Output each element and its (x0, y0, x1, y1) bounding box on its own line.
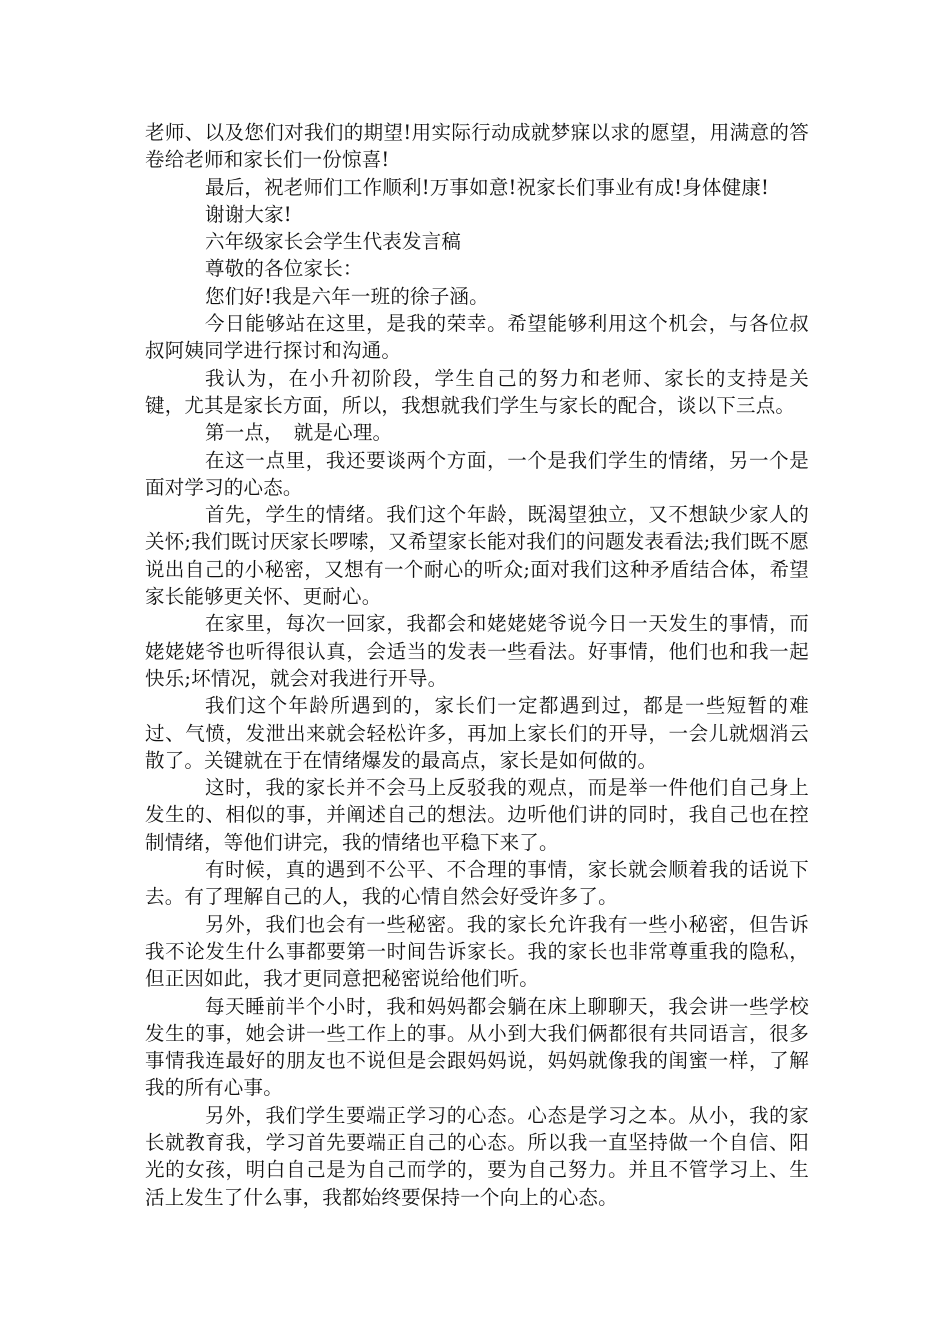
paragraph: 另外，我们也会有一些秘密。我的家长允许我有一些小秘密，但告诉我不论发生什么事都要第一时间告诉家长。我的家长也非常尊重我的隐私，但正因如此，我才更同意把秘密说给他们听。 (145, 912, 809, 991)
paragraph: 最后，祝老师们工作顺利!万事如意!祝家长们事业有成!身体健康! (205, 175, 770, 199)
speech-title: 六年级家长会学生代表发言稿 (205, 230, 462, 254)
paragraph: 老师、以及您们对我们的期望!用实际行动成就梦寐以求的愿望，用满意的答卷给老师和家长们一份惊喜! (145, 121, 809, 172)
document-body (145, 119, 809, 1211)
paragraph: 在家里，每次一回家，我都会和姥姥姥爷说今日一天发生的事情，而姥姥姥爷也听得很认真，会适当的发表一些看法。好事情，他们也和我一起快乐;坏情况，就会对我进行开导。 (145, 612, 809, 690)
paragraph: 首先，学生的情绪。我们这个年龄，既渴望独立，又不想缺少家人的关怀;我们既讨厌家长啰嗦，又希望家长能对我们的问题发表看法;我们既不愿说出自己的小秘密，又想有一个耐心的听众;面对我们这种矛盾结合体，希望家长能够更关怀、更耐心。 (145, 503, 809, 609)
paragraph: 谢谢大家! (205, 202, 292, 226)
paragraph: 第一点， 就是心理。 (205, 421, 393, 445)
paragraph: 您们好!我是六年一班的徐子涵。 (205, 284, 489, 308)
paragraph: 我认为，在小升初阶段，学生自己的努力和老师、家长的支持是关键，尤其是家长方面，所以，我想就我们学生与家长的配合，谈以下三点。 (145, 366, 809, 417)
salutation: 尊敬的各位家长： (205, 257, 363, 281)
paragraph: 我们这个年龄所遇到的，家长们一定都遇到过，都是一些短暂的难过、气愤，发泄出来就会轻松许多，再加上家长们的开导，一会儿就烟消云散了。关键就在于在情绪爆发的最高点，家长是如何做的。 (145, 694, 809, 772)
paragraph: 这时，我的家长并不会马上反驳我的观点，而是举一件他们自己身上发生的、相似的事，并阐述自己的想法。边听他们讲的同时，我自己也在控制情绪，等他们讲完，我的情绪也平稳下来了。 (145, 776, 809, 854)
paragraph: 每天睡前半个小时，我和妈妈都会躺在床上聊聊天，我会讲一些学校发生的事，她会讲一些工作上的事。从小到大我们俩都很有共同语言，很多事情我连最好的朋友也不说但是会跟妈妈说，妈妈就像我的闺蜜一样，了解我的所有心事。 (145, 994, 809, 1100)
paragraph: 在这一点里，我还要谈两个方面，一个是我们学生的情绪，另一个是面对学习的心态。 (145, 448, 809, 499)
paragraph: 另外，我们学生要端正学习的心态。心态是学习之本。从小，我的家长就教育我，学习首先要端正自己的心态。所以我一直坚持做一个自信、阳光的女孩，明白自己是为自己而学的，要为自己努力。并且不管学习上、生活上发生了什么事，我都始终要保持一个向上的心态。 (145, 1103, 809, 1209)
paragraph: 有时候，真的遇到不公平、不合理的事情，家长就会顺着我的话说下去。有了理解自己的人，我的心情自然会好受许多了。 (145, 858, 809, 909)
paragraph: 今日能够站在这里，是我的荣幸。希望能够利用这个机会，与各位叔叔阿姨同学进行探讨和沟通。 (145, 312, 809, 363)
